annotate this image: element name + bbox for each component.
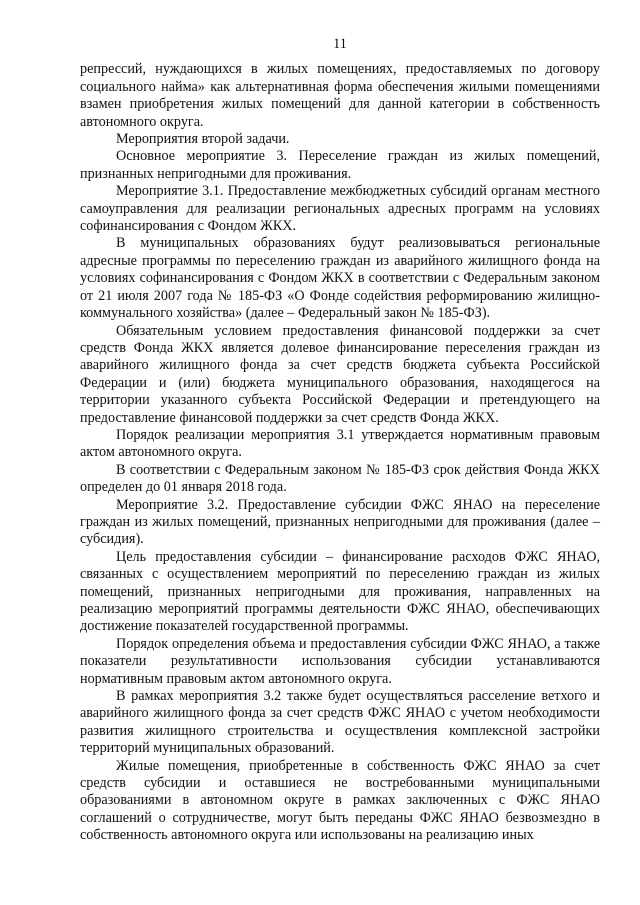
paragraph: В муниципальных образованиях будут реализовываться региональные адресные программы по переселению граждан из аварийного жилищного фонда на условиях софинансирования с Фондом ЖКХ в соответствии с Федеральным законом от 21 июля 2007 года № 185-ФЗ «О Фонде содействия реформированию жилищно-коммунального хозяйства» (далее – Федеральный закон № 185-ФЗ). [80,235,600,322]
paragraph: Мероприятия второй задачи. [116,131,290,148]
paragraph: В рамках мероприятия 3.2 также будет осуществляться расселение ветхого и аварийного жилищного фонда за счет средств ФЖС ЯНАО с учетом необходимости развития жилищного строительства и осуществления комплексной застройки территорий муниципальных образований. [80,688,600,757]
paragraph: Основное мероприятие 3. Переселение граждан из жилых помещений, признанных непригодными для проживания. [80,148,600,182]
paragraph: Мероприятие 3.1. Предоставление межбюджетных субсидий органам местного самоуправления для реализации региональных адресных программ на условиях софинансирования с Фондом ЖКХ. [80,183,600,235]
paragraph: Мероприятие 3.2. Предоставление субсидии ФЖС ЯНАО на переселение граждан из жилых помещений, признанных непригодными для проживания (далее – субсидия). [80,496,600,548]
page-number: 11 [333,36,347,52]
paragraph: Порядок определения объема и предоставления субсидии ФЖС ЯНАО, а также показатели результативности использования субсидии устанавливаются нормативным правовым актом автономного округа. [80,635,600,687]
document-body [80,61,600,844]
paragraph: В соответствии с Федеральным законом № 185-ФЗ срок действия Фонда ЖКХ определен до 01 января 2018 года. [80,461,600,496]
paragraph: Цель предоставления субсидии – финансирование расходов ФЖС ЯНАО, связанных с осуществлением мероприятий по переселению граждан из жилых помещений, признанных непригодными для проживания, направленных на реализацию мероприятий программы деятельности ФЖС ЯНАО, обеспечивающих достижение показателей государственной программы. [80,548,600,635]
paragraph: Обязательным условием предоставления финансовой поддержки за счет средств Фонда ЖКХ является долевое финансирование переселения граждан из аварийного жилищного фонда за счет средств бюджета субъекта Российской Федерации и (или) бюджета муниципального образования, находящегося на территории указанного субъекта Российской Федерации и претендующего на предоставление финансовой поддержки за счет средств Фонда ЖКХ. [80,322,600,426]
paragraph: Порядок реализации мероприятия 3.1 утверждается нормативным правовым актом автономного округа. [80,426,600,461]
paragraph: Жилые помещения, приобретенные в собственность ФЖС ЯНАО за счет средств субсидии и оставшиеся не востребованными муниципальными образованиями в автономном округе в рамках заключенных с ФЖС ЯНАО соглашений о сотрудничестве, могут быть переданы ФЖС ЯНАО безвозмездно в собственность автономного округа или использованы на реализацию иных [80,757,600,844]
paragraph: репрессий, нуждающихся в жилых помещениях, предоставляемых по договору социального найма» как альтернативная форма обеспечения жилыми помещениями взамен приобретения жилых помещений для данной категории в собственность автономного округа. [80,61,600,130]
